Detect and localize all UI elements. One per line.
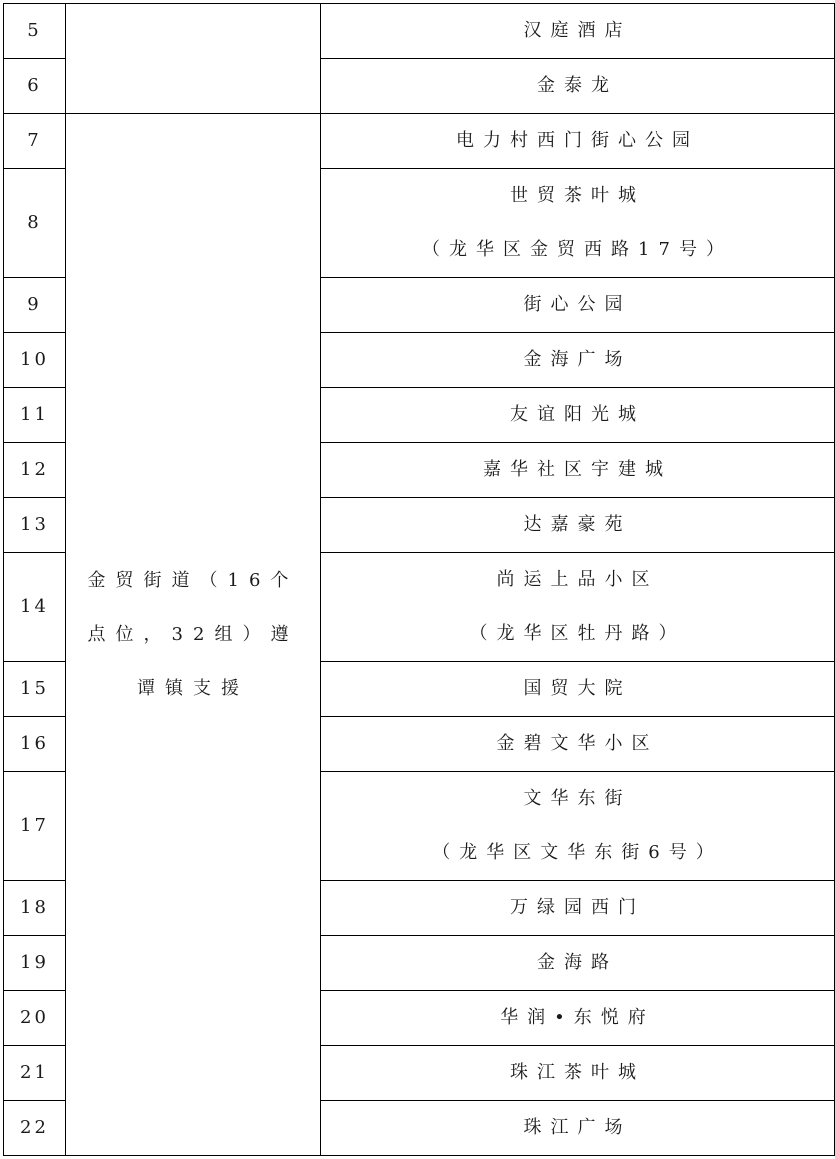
site-name-line: 电力村西门街心公园 [456, 130, 699, 151]
group-cell-jinmao: 金贸街道（16个点位，32组）遵谭镇支援 [66, 114, 321, 1156]
site-name-line: 华润•东悦府 [500, 1007, 655, 1028]
site-name-line: 金碧文华小区 [496, 733, 659, 754]
row-number: 14 [4, 553, 66, 662]
row-number: 16 [4, 717, 66, 772]
site-name [321, 881, 835, 936]
row-number: 11 [4, 388, 66, 443]
site-name [321, 717, 835, 772]
row-number: 22 [4, 1101, 66, 1156]
site-name-line: 达嘉豪苑 [523, 514, 632, 535]
site-name-line: 金海路 [537, 952, 618, 973]
site-name-line: 珠江广场 [523, 1117, 632, 1138]
site-name [321, 59, 835, 114]
site-name [321, 169, 835, 278]
site-address-line: （龙华区文华东街6号） [432, 842, 723, 863]
site-name [321, 1046, 835, 1101]
row-number: 19 [4, 936, 66, 991]
site-name [321, 662, 835, 717]
site-name-line: 街心公园 [523, 294, 632, 315]
table-row [4, 114, 835, 169]
row-number: 13 [4, 498, 66, 553]
row-number: 20 [4, 991, 66, 1046]
site-address-line: （龙华区金贸西路17号） [422, 239, 733, 260]
site-name-line: 万绿园西门 [510, 897, 645, 918]
row-number: 15 [4, 662, 66, 717]
row-number: 18 [4, 881, 66, 936]
row-number: 5 [4, 4, 66, 59]
row-number: 10 [4, 333, 66, 388]
site-name-line: 尚运上品小区 [496, 569, 659, 590]
site-name-line: 金泰龙 [537, 75, 618, 96]
site-address-line: （龙华区牡丹路） [469, 623, 686, 644]
site-name [321, 333, 835, 388]
site-table [3, 3, 835, 1156]
row-number: 6 [4, 59, 66, 114]
site-name-line: 世贸茶叶城 [510, 185, 645, 206]
site-name [321, 1101, 835, 1156]
site-name [321, 772, 835, 881]
site-name-line: 文华东街 [523, 788, 632, 809]
row-number: 8 [4, 169, 66, 278]
site-name-line: 嘉华社区宇建城 [483, 459, 672, 480]
row-number: 17 [4, 772, 66, 881]
site-name [321, 4, 835, 59]
row-number: 9 [4, 278, 66, 333]
site-name-line: 金海广场 [523, 349, 632, 370]
row-number: 7 [4, 114, 66, 169]
site-name [321, 553, 835, 662]
site-name [321, 498, 835, 553]
table-row [4, 4, 835, 59]
site-name [321, 443, 835, 498]
site-name [321, 114, 835, 169]
site-name [321, 278, 835, 333]
site-name-line: 汉庭酒店 [523, 20, 632, 41]
site-name [321, 991, 835, 1046]
site-name [321, 388, 835, 443]
site-name-line: 珠江茶叶城 [510, 1062, 645, 1083]
site-name-line: 友谊阳光城 [510, 404, 645, 425]
site-name [321, 936, 835, 991]
site-name-line: 国贸大院 [523, 678, 632, 699]
group-cell-blank [66, 4, 321, 114]
row-number: 21 [4, 1046, 66, 1101]
row-number: 12 [4, 443, 66, 498]
